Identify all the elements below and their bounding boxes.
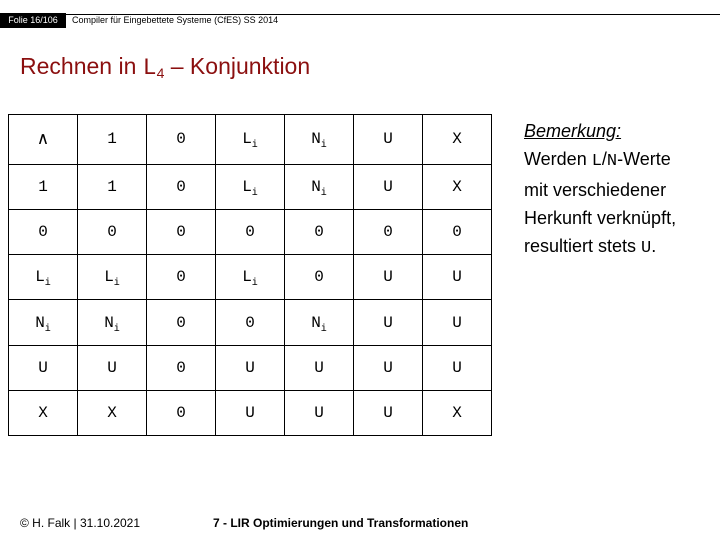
- table-cell: [285, 164, 354, 209]
- remark-line-2: mit verschiedener: [524, 180, 667, 200]
- table-cell: [423, 115, 492, 165]
- cell-value: 0: [314, 223, 324, 242]
- cell-subscript: i: [44, 323, 51, 335]
- conjunction-table-body: [9, 115, 492, 436]
- cell-value: 0: [107, 223, 117, 242]
- table-row: [9, 345, 492, 390]
- remark-heading: Bemerkung:: [524, 121, 622, 141]
- cell-value: 0: [176, 358, 186, 377]
- remark-line-1-suffix: -Werte: [617, 149, 671, 169]
- table-cell: [147, 390, 216, 435]
- table-cell: [423, 164, 492, 209]
- cell-value: N: [311, 178, 321, 196]
- cell-value: 0: [176, 313, 186, 332]
- table-cell: [9, 300, 78, 345]
- table-cell: [147, 210, 216, 255]
- cell-value: N: [311, 130, 321, 149]
- cell-value: X: [452, 403, 462, 422]
- title-lattice-symbol: L: [142, 55, 157, 81]
- cell-value: U: [245, 403, 255, 422]
- cell-value: L: [35, 268, 45, 287]
- table-cell: [216, 115, 285, 165]
- cell-subscript: i: [251, 278, 258, 290]
- cell-subscript: i: [251, 140, 258, 152]
- cell-value: 0: [314, 268, 324, 287]
- cell-subscript: i: [113, 278, 120, 290]
- table-cell: [423, 345, 492, 390]
- cell-value: L: [242, 268, 252, 287]
- table-cell: [9, 390, 78, 435]
- cell-value: U: [107, 358, 117, 377]
- cell-value: U: [452, 268, 462, 287]
- table-cell: [423, 210, 492, 255]
- table-cell: [78, 390, 147, 435]
- cell-value: 1: [38, 178, 48, 196]
- cell-value: 0: [245, 223, 255, 242]
- remark-line-1: [524, 145, 714, 176]
- cell-value: 0: [452, 223, 462, 242]
- title-prefix: Rechnen in: [20, 53, 143, 79]
- table-cell: [285, 210, 354, 255]
- cell-value: L: [242, 130, 252, 149]
- table-cell: [216, 164, 285, 209]
- cell-value: U: [38, 358, 48, 377]
- cell-value: N: [311, 313, 321, 332]
- title-lattice-index: 4: [156, 65, 165, 81]
- table-cell: [285, 115, 354, 165]
- table-row: [9, 390, 492, 435]
- cell-value: 1: [107, 178, 117, 196]
- cell-value: U: [383, 403, 393, 422]
- cell-subscript: i: [44, 278, 51, 290]
- cell-value: L: [242, 178, 252, 196]
- table-cell: [78, 164, 147, 209]
- slide-number: Folie 16/106: [0, 13, 66, 28]
- remark-line-4: [524, 232, 714, 263]
- table-cell: [423, 300, 492, 345]
- table-cell: [78, 115, 147, 165]
- table-cell: [354, 210, 423, 255]
- cell-value: U: [383, 313, 393, 332]
- table-cell: [423, 390, 492, 435]
- table-cell: [354, 345, 423, 390]
- table-cell: [147, 164, 216, 209]
- cell-value: 0: [245, 313, 255, 332]
- slide-title: [20, 53, 310, 81]
- table-cell: [354, 164, 423, 209]
- conjunction-table: [8, 114, 492, 436]
- cell-value: 0: [176, 268, 186, 287]
- table-cell: [285, 300, 354, 345]
- table-cell: [285, 390, 354, 435]
- table-row: [9, 210, 492, 255]
- table-cell: [78, 255, 147, 300]
- table-cell: [423, 255, 492, 300]
- table-cell: [9, 164, 78, 209]
- cell-value: X: [452, 130, 462, 149]
- cell-subscript: i: [320, 140, 327, 152]
- remark-line-4-prefix: resultiert stets: [524, 236, 642, 256]
- cell-value: ∧: [36, 129, 50, 150]
- cell-value: 0: [176, 130, 186, 149]
- cell-value: U: [383, 178, 393, 196]
- cell-value: U: [314, 358, 324, 377]
- remark-box: [524, 117, 714, 263]
- cell-subscript: i: [320, 188, 327, 199]
- cell-value: X: [107, 403, 117, 422]
- course-title: Compiler für Eingebettete Systeme (CfES) SS 2014: [72, 15, 279, 25]
- cell-value: X: [38, 403, 48, 422]
- table-cell: [216, 210, 285, 255]
- table-cell: [354, 300, 423, 345]
- cell-value: U: [452, 358, 462, 377]
- remark-line-1-prefix: Werden: [524, 149, 592, 169]
- footer-chapter: 7 - LIR Optimierungen und Transformationen: [213, 516, 469, 530]
- remark-code-l: L: [591, 152, 602, 171]
- cell-value: 0: [383, 223, 393, 242]
- cell-value: 0: [176, 403, 186, 422]
- table-cell: [216, 255, 285, 300]
- footer-author-date: © H. Falk | 31.10.2021: [20, 516, 141, 530]
- and-operator-cell: [9, 115, 78, 165]
- table-cell: [147, 300, 216, 345]
- table-cell: [285, 345, 354, 390]
- cell-value: U: [452, 313, 462, 332]
- cell-value: 0: [176, 178, 186, 196]
- cell-value: N: [104, 313, 114, 332]
- cell-value: U: [383, 130, 393, 149]
- cell-subscript: i: [251, 188, 258, 199]
- table-cell: [354, 115, 423, 165]
- cell-value: 0: [38, 223, 48, 242]
- cell-value: U: [314, 403, 324, 422]
- table-cell: [216, 345, 285, 390]
- table-cell: [216, 300, 285, 345]
- cell-value: X: [452, 178, 462, 196]
- cell-value: L: [104, 268, 114, 287]
- cell-value: N: [35, 313, 45, 332]
- cell-subscript: i: [320, 323, 327, 335]
- table-row: [9, 300, 492, 345]
- table-cell: [9, 255, 78, 300]
- table-cell: [9, 345, 78, 390]
- table-cell: [147, 115, 216, 165]
- table-row: [9, 164, 492, 209]
- table-cell: [354, 255, 423, 300]
- remark-code-u: U: [641, 239, 652, 258]
- cell-value: U: [245, 358, 255, 377]
- remark-line-3: Herkunft verknüpft,: [524, 208, 677, 228]
- cell-value: U: [383, 268, 393, 287]
- table-cell: [9, 210, 78, 255]
- remark-code-n: N: [606, 152, 618, 171]
- table-row: [9, 115, 492, 165]
- cell-subscript: i: [113, 323, 120, 335]
- cell-value: 0: [176, 223, 186, 242]
- table-cell: [147, 255, 216, 300]
- table-cell: [285, 255, 354, 300]
- table-row: [9, 255, 492, 300]
- remark-slash: /: [601, 149, 607, 169]
- cell-value: U: [383, 358, 393, 377]
- table-cell: [354, 390, 423, 435]
- title-suffix: – Konjunktion: [164, 53, 311, 79]
- cell-value: 1: [107, 130, 117, 149]
- table-cell: [78, 345, 147, 390]
- remark-line-4-suffix: .: [651, 236, 657, 256]
- table-cell: [147, 345, 216, 390]
- table-cell: [216, 390, 285, 435]
- table-cell: [78, 300, 147, 345]
- table-cell: [78, 210, 147, 255]
